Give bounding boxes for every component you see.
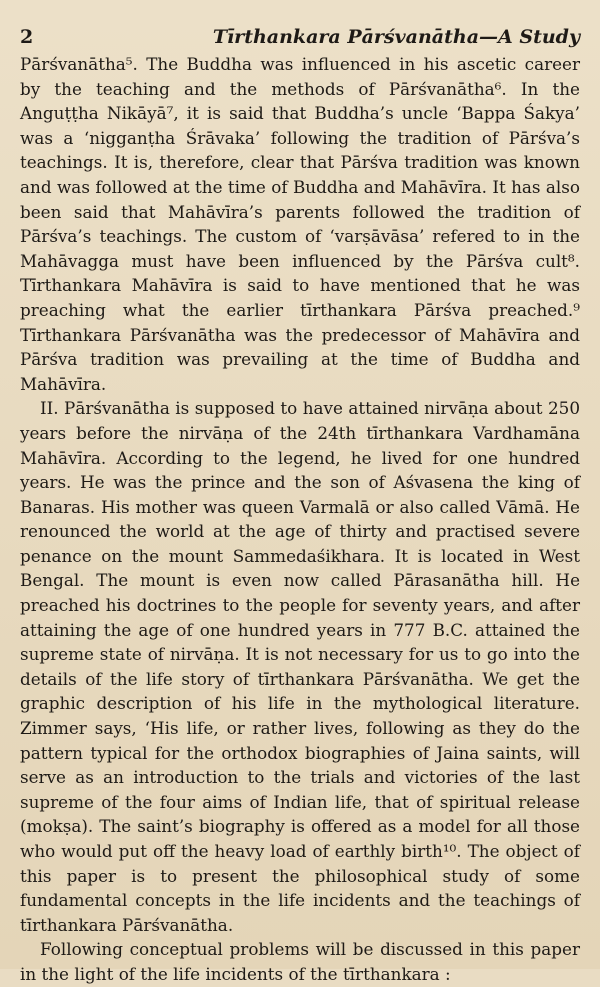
paragraph-section-two: II. Pārśvanātha is supposed to have attained nirvāṇa about 250 years before the nirvāṇa of the 24th tīrthankara Vardhamāna Mahāvīra. According to the legend, he lived for one hundred years. He was the prince and the son of Aśvasena the king of Banaras. His mother was queen Varmalā or also called Vāmā. He renounced the world at the age of thirty and practised severe penance on the mount Sammedaśikhara. It is located in West Bengal. The mount is even now called Pārasanātha hill. He preached his doctrines to the people for seventy years, and after attaining the age of one hundred years in 777 B.C. attained the supreme state of nirvāṇa. It is not necessary for us to go into the details of the life story of tīrthankara Pārśvanātha. We get the graphic description of his life in the mythological literature. Zimmer says, ‘His life, or rather lives, following as they do the pattern typical for the orthodox biographies of Jaina saints, will serve as an introduction to the trials and victories of the last supreme of the four aims of Indian life, that of spiritual release (mokṣa). The saint’s biography is offered as a model for all those who would put off the heavy load of earthly birth¹⁰. The object of this paper is to present the philosophical study of some fundamental concepts in the life incidents and the teachings of tīrthankara Pārśvanātha. [20,398,580,935]
page-header [20,26,580,48]
paragraph-conceptual-problems: Following conceptual problems will be discussed in this paper in the light of the life incidents of the tīrthankara : [20,939,580,984]
running-title: Tīrthankara Pārśvanātha—A Study [212,26,580,48]
paragraph-continuation: Pārśvanātha⁵. The Buddha was influenced in his ascetic career by the teaching and the methods of Pārśvanātha⁶. In the Anguṭṭha Nikāyā⁷, it is said that Buddha’s uncle ‘Bappa Śakya’ was a ‘nigganṭha Śrāvaka’ following the tradition of Pārśva’s teachings. It is, therefore, clear that Pārśva tradition was known and was followed at the time of Buddha and Mahāvīra. It has also been said that Mahāvīra’s parents followed the tradition of Pārśva’s teachings. The custom of ‘varṣāvāsa’ refered to in the Mahāvagga must have been influenced by the Pārśva cult⁸. Tīrthankara Mahāvīra is said to have mentioned that he was preaching what the earlier tīrthankara Pārśva preached.⁹ Tīrthankara Pārśvanātha was the predecessor of Mahāvīra and Pārśva tradition was prevailing at the time of Buddha and Mahāvīra. [20,54,580,394]
page-number: 2 [20,26,34,48]
